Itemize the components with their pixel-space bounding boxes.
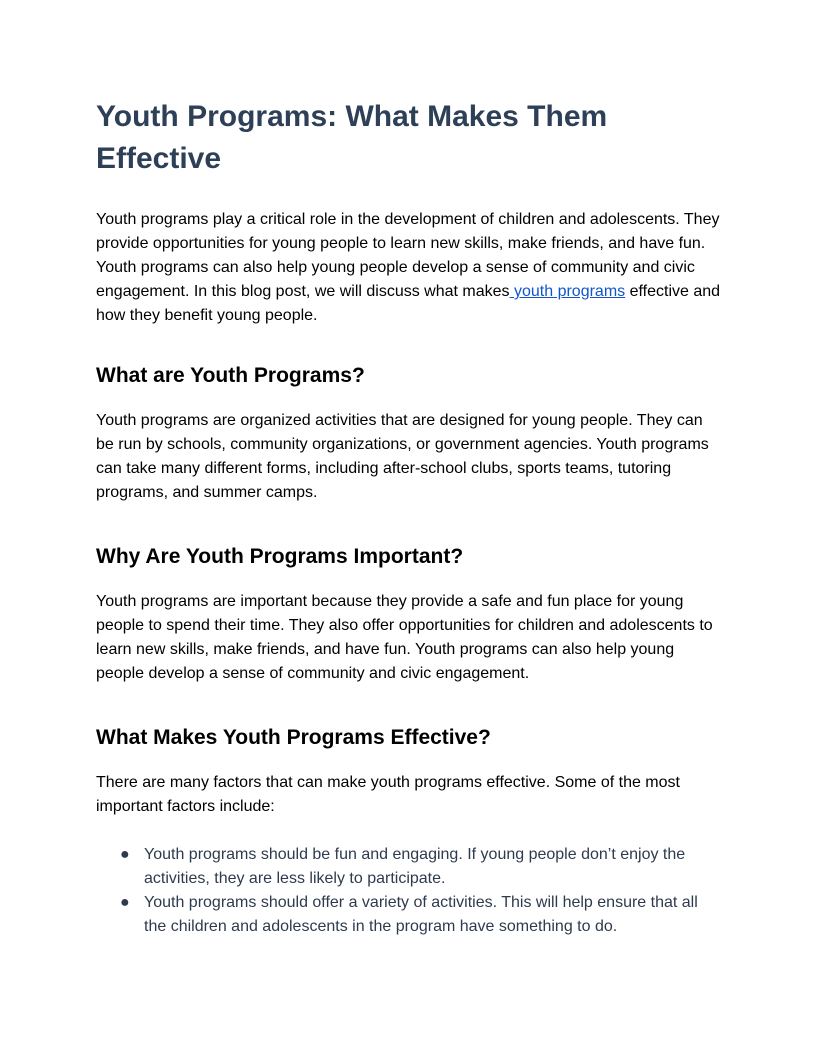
bullet-icon: ● (120, 894, 130, 911)
section-body-what-are: Youth programs are organized activities that are designed for young people. They can be run by schools, community organizations, or government agencies. Youth programs can take many different forms, including after-school clubs, sports teams, tutoring programs, and summer camps. (96, 412, 709, 501)
section-heading-what-makes-effective: What Makes Youth Programs Effective? (96, 726, 491, 749)
intro-paragraph (96, 208, 722, 328)
youth-programs-link[interactable]: youth programs (509, 283, 626, 300)
section-heading-why-important: Why Are Youth Programs Important? (96, 545, 464, 568)
factors-list (96, 843, 722, 939)
list-item-text: Youth programs should offer a variety of activities. This will help ensure that all the children and adolescents in the program have something to do. (144, 894, 698, 935)
page-title: Youth Programs: What Makes Them Effective (96, 100, 608, 175)
section-heading-what-are: What are Youth Programs? (96, 364, 365, 387)
list-item-text: Youth programs should be fun and engaging. If young people don’t enjoy the activities, they are less likely to participate. (144, 846, 686, 887)
section-body-why-important: Youth programs are important because they provide a safe and fun place for young people to spend their time. They also offer opportunities for children and adolescents to learn new skills, make friends, and have fun. Youth programs can also help young people develop a sense of community and civic engagement. (96, 593, 713, 682)
bullet-icon: ● (120, 846, 130, 863)
list-item (96, 843, 724, 891)
intro-text: Youth programs play a critical role in the development of children and adolescents. They provide opportunities for young people to learn new skills, make friends, and have fun. Youth programs can also help young people develop a sense of community and civic engagement. In this blog post, we will discuss what makes (96, 211, 720, 300)
section-body-what-makes-effective: There are many factors that can make youth programs effective. Some of the most important factors include: (96, 774, 680, 815)
document-page (96, 96, 722, 939)
intro-text-end: effective and how they benefit young people. (96, 283, 721, 324)
list-item (96, 891, 724, 939)
